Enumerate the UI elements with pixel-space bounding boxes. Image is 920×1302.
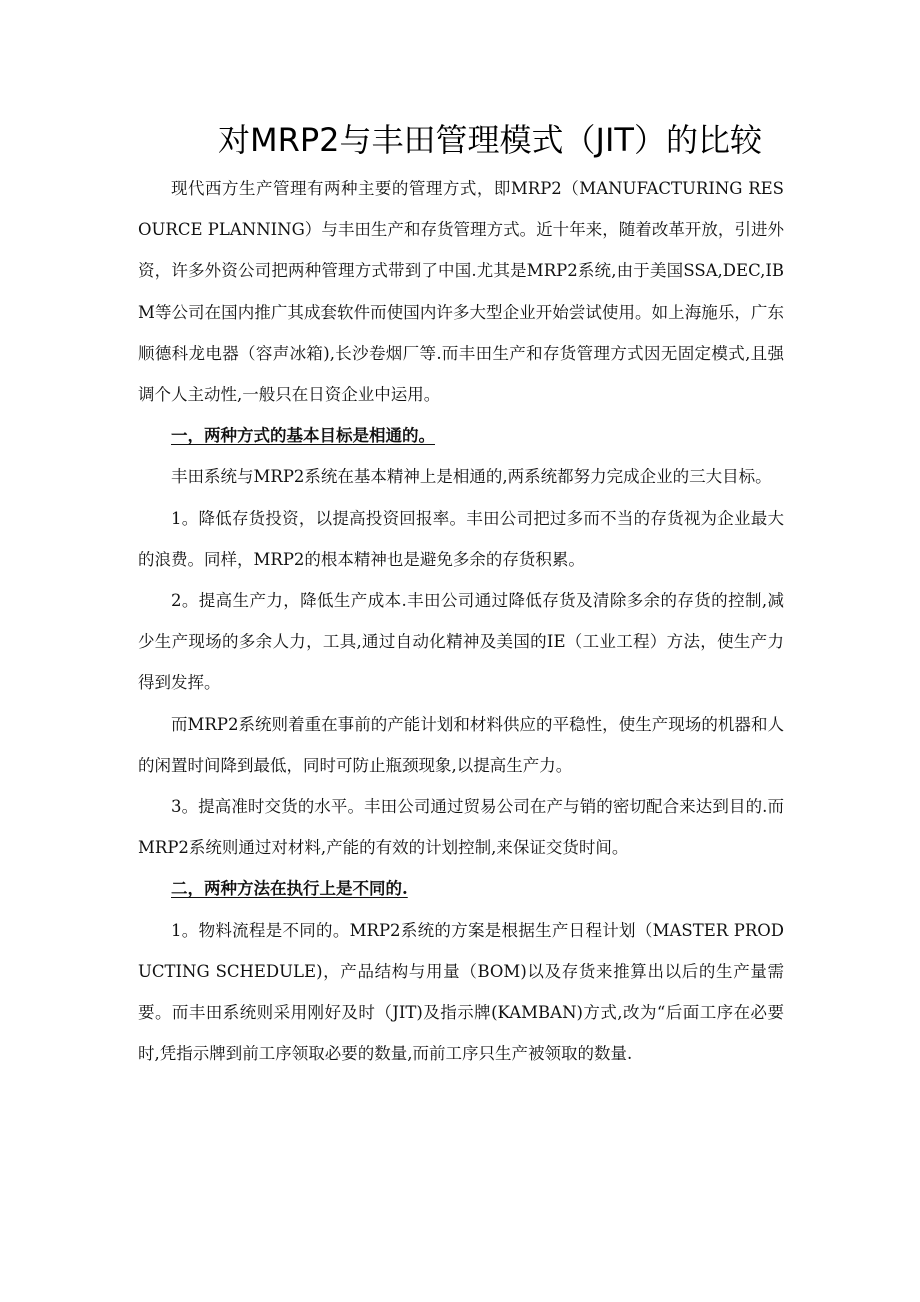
paragraph-goal-2: 2。提高生产力，降低生产成本.丰田公司通过降低存货及清除多余的存货的控制,减少生产现场的多余人力，工具,通过自动化精神及美国的IE（工业工程）方法，使生产力得到发挥。: [138, 591, 784, 693]
section-heading-1-text: 一，两种方式的基本目标是相通的。: [171, 426, 435, 446]
paragraph-common-goals: 丰田系统与MRP2系统在基本精神上是相通的,两系统都努力完成企业的三大目标。: [171, 467, 772, 487]
paragraph-goal-2-mrp2: 而MRP2系统则着重在事前的产能计划和材料供应的平稳性，使生产现场的机器和人的闲置时间降到最低，同时可防止瓶颈现象,以提高生产力。: [138, 714, 784, 775]
intro-paragraph: 现代西方生产管理有两种主要的管理方式，即MRP2（MANUFACTURING RESOURCE PLANNING）与丰田生产和存货管理方式。近十年来，随着改革开放，引进外资，许多外资公司把两种管理方式带到了中国.尤其是MRP2系统,由于美国SSA,DEC,IBM等公司在国内推广其成套软件而使国内许多大型企业开始尝试使用。如上海施乐，广东顺德科龙电器（容声冰箱),长沙卷烟厂等.而丰田生产和存货管理方式因无固定模式,且强调个人主动性,一般只在日资企业中运用。: [138, 179, 784, 405]
section-heading-1: [138, 415, 784, 456]
paragraph-material-flow: 1。物料流程是不同的。MRP2系统的方案是根据生产日程计划（MASTER PRODUCTING SCHEDULE)，产品结构与用量（BOM)以及存货来推算出以后的生产量需要。而丰田系统则采用刚好及时（JIT)及指示牌(KAMBAN)方式,改为“后面工序在必要时,凭指示牌到前工序领取必要的数量,而前工序只生产被领取的数量.: [138, 920, 784, 1064]
section-heading-2: [138, 868, 784, 909]
document-page: [138, 112, 784, 1074]
paragraph-goal-1: 1。降低存货投资，以提高投资回报率。丰田公司把过多而不当的存货视为企业最大的浪费。同样，MRP2的根本精神也是避免多余的存货积累。: [138, 508, 784, 569]
paragraph-goal-3: 3。提高准时交货的水平。丰田公司通过贸易公司在产与销的密切配合来达到目的.而MRP2系统则通过对材料,产能的有效的计划控制,来保证交货时间。: [138, 797, 784, 858]
section-heading-2-text: 二，两种方法在执行上是不同的.: [171, 879, 408, 899]
page-title: 对MRP2与丰田管理模式（JIT）的比较: [218, 121, 762, 159]
